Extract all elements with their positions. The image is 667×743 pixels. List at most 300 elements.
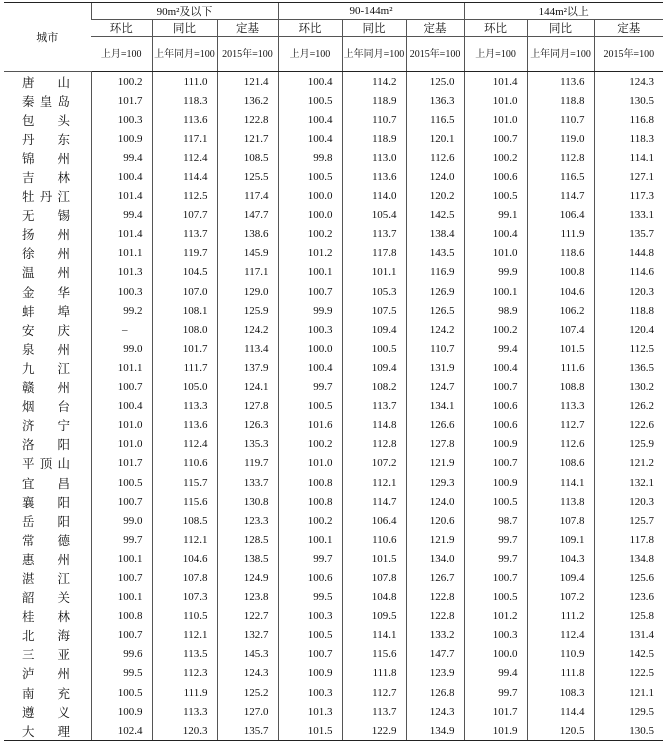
index-value: 127.8 (217, 397, 278, 416)
index-value: 124.2 (406, 320, 464, 339)
index-value: 99.7 (464, 549, 527, 568)
index-value: 100.8 (278, 473, 342, 492)
mom-header: 环比 (278, 20, 342, 37)
index-value: 118.8 (527, 91, 594, 110)
index-value: 104.3 (527, 549, 594, 568)
index-value: 120.6 (406, 511, 464, 530)
index-value: 100.5 (278, 167, 342, 186)
base-2015: 2015年=100 (594, 37, 663, 72)
index-value: 114.4 (152, 167, 217, 186)
index-value: 126.3 (217, 416, 278, 435)
index-value: 122.7 (217, 607, 278, 626)
index-value: 99.7 (464, 530, 527, 549)
table-row (4, 435, 663, 454)
city-name (4, 225, 91, 244)
index-value: 100.1 (91, 588, 152, 607)
index-value: 122.5 (594, 664, 663, 683)
city-name (4, 148, 91, 167)
index-value: 107.4 (527, 320, 594, 339)
index-value: 120.4 (594, 320, 663, 339)
index-value: 101.4 (464, 72, 527, 92)
city-name (4, 549, 91, 568)
city-name-text: 蚌埠 (22, 304, 70, 319)
index-value: 113.6 (527, 72, 594, 92)
city-name (4, 721, 91, 741)
index-value: 126.8 (406, 683, 464, 702)
index-value: 100.1 (278, 263, 342, 282)
index-value: 120.2 (406, 187, 464, 206)
index-value: 112.7 (342, 683, 406, 702)
city-name (4, 607, 91, 626)
city-name (4, 320, 91, 339)
table-row (4, 301, 663, 320)
index-value: 99.1 (464, 206, 527, 225)
index-value: 100.2 (464, 148, 527, 167)
index-value: 99.5 (278, 588, 342, 607)
price-index-table-wrapper (4, 2, 663, 741)
table-row (4, 568, 663, 587)
base-last-month: 上月=100 (278, 37, 342, 72)
index-value: 114.1 (594, 148, 663, 167)
index-value: 108.3 (527, 683, 594, 702)
index-value: 124.0 (406, 167, 464, 186)
table-body (4, 72, 663, 741)
index-value: 121.4 (217, 72, 278, 92)
index-value: 125.9 (594, 435, 663, 454)
table-row (4, 607, 663, 626)
index-value: 100.2 (278, 435, 342, 454)
city-name (4, 129, 91, 148)
index-value: 118.3 (594, 129, 663, 148)
index-value: 124.2 (217, 320, 278, 339)
city-name (4, 416, 91, 435)
index-value: 109.4 (342, 358, 406, 377)
base-header-row (4, 37, 663, 72)
index-value: 114.7 (342, 492, 406, 511)
index-value: 105.4 (342, 206, 406, 225)
group-header-medium: 90-144m² (278, 3, 464, 20)
index-value: 100.6 (464, 416, 527, 435)
index-value: 127.0 (217, 702, 278, 721)
table-row (4, 263, 663, 282)
city-name (4, 568, 91, 587)
index-value: – (91, 320, 152, 339)
city-name-text: 无锡 (22, 209, 70, 224)
index-value: 100.7 (91, 568, 152, 587)
index-value: 107.8 (152, 568, 217, 587)
index-value: 108.2 (342, 378, 406, 397)
index-value: 104.5 (152, 263, 217, 282)
index-value: 100.3 (464, 626, 527, 645)
table-header (4, 3, 663, 72)
city-name-text: 襄阳 (22, 495, 70, 510)
city-name (4, 397, 91, 416)
index-value: 113.5 (152, 645, 217, 664)
city-name-text: 桂林 (22, 610, 70, 625)
index-value: 113.8 (527, 492, 594, 511)
index-value: 112.1 (342, 473, 406, 492)
index-value: 122.6 (594, 416, 663, 435)
index-value: 113.6 (342, 167, 406, 186)
index-value: 101.2 (278, 244, 342, 263)
index-value: 118.6 (527, 244, 594, 263)
index-value: 100.5 (464, 187, 527, 206)
city-name (4, 664, 91, 683)
index-value: 109.5 (342, 607, 406, 626)
index-value: 100.7 (464, 568, 527, 587)
city-name-text: 南充 (22, 686, 70, 701)
city-name-text: 徐州 (22, 247, 70, 262)
city-name (4, 683, 91, 702)
city-name (4, 282, 91, 301)
index-value: 101.1 (342, 263, 406, 282)
index-value: 105.0 (152, 378, 217, 397)
city-name-text: 唐山 (22, 75, 70, 90)
index-value: 100.5 (91, 683, 152, 702)
yoy-header: 同比 (527, 20, 594, 37)
city-name (4, 358, 91, 377)
index-value: 101.7 (464, 702, 527, 721)
index-value: 100.7 (91, 378, 152, 397)
base-last-month: 上月=100 (464, 37, 527, 72)
index-value: 113.7 (342, 702, 406, 721)
index-value: 135.7 (217, 721, 278, 741)
table-row (4, 588, 663, 607)
index-value: 117.1 (152, 129, 217, 148)
index-value: 107.0 (152, 282, 217, 301)
index-value: 99.9 (278, 301, 342, 320)
index-value: 134.0 (406, 549, 464, 568)
index-value: 100.4 (278, 129, 342, 148)
index-value: 107.3 (152, 588, 217, 607)
index-value: 100.7 (464, 129, 527, 148)
index-value: 121.7 (217, 129, 278, 148)
index-value: 136.3 (406, 91, 464, 110)
base-2015: 2015年=100 (217, 37, 278, 72)
table-row (4, 416, 663, 435)
index-value: 112.1 (152, 530, 217, 549)
table-row (4, 72, 663, 92)
index-value: 130.5 (594, 91, 663, 110)
index-value: 120.1 (406, 129, 464, 148)
index-value: 101.0 (91, 435, 152, 454)
city-name-text: 洛阳 (22, 438, 70, 453)
index-value: 125.9 (217, 301, 278, 320)
index-value: 111.6 (527, 358, 594, 377)
index-value: 112.7 (527, 416, 594, 435)
index-value: 111.9 (527, 225, 594, 244)
index-value: 120.3 (594, 282, 663, 301)
index-value: 100.6 (464, 397, 527, 416)
index-value: 113.3 (152, 702, 217, 721)
index-value: 100.7 (464, 378, 527, 397)
index-value: 100.8 (91, 607, 152, 626)
index-value: 112.8 (342, 435, 406, 454)
city-name-text: 常德 (22, 533, 70, 548)
index-value: 101.1 (91, 244, 152, 263)
city-name-text: 惠州 (22, 552, 70, 567)
index-value: 112.4 (152, 435, 217, 454)
index-value: 109.4 (342, 320, 406, 339)
index-value: 111.9 (152, 683, 217, 702)
city-name-text: 扬州 (22, 228, 70, 243)
index-value: 131.9 (406, 358, 464, 377)
index-value: 100.0 (278, 339, 342, 358)
index-value: 137.9 (217, 358, 278, 377)
index-value: 138.6 (217, 225, 278, 244)
index-value: 125.5 (217, 167, 278, 186)
index-value: 100.7 (278, 282, 342, 301)
city-name-text: 金华 (22, 285, 70, 300)
index-value: 99.4 (91, 148, 152, 167)
index-value: 113.6 (152, 110, 217, 129)
index-value: 100.5 (278, 91, 342, 110)
index-value: 100.7 (278, 645, 342, 664)
index-value: 100.5 (342, 339, 406, 358)
city-name-text: 济宁 (22, 419, 70, 434)
base-same-month-last-year: 上年同月=100 (152, 37, 217, 72)
fixed-base-header: 定基 (594, 20, 663, 37)
index-value: 100.2 (278, 225, 342, 244)
index-value: 101.1 (91, 358, 152, 377)
index-value: 116.5 (406, 110, 464, 129)
index-value: 100.9 (464, 435, 527, 454)
index-value: 112.1 (152, 626, 217, 645)
index-value: 113.3 (152, 397, 217, 416)
index-value: 108.6 (527, 454, 594, 473)
table-row (4, 167, 663, 186)
index-value: 101.6 (278, 416, 342, 435)
index-value: 125.6 (594, 568, 663, 587)
index-value: 135.3 (217, 435, 278, 454)
city-name (4, 435, 91, 454)
index-value: 101.7 (91, 454, 152, 473)
city-name (4, 110, 91, 129)
city-name (4, 263, 91, 282)
city-name-text: 温州 (22, 266, 70, 281)
index-value: 120.3 (594, 492, 663, 511)
city-name-text: 烟台 (22, 400, 70, 415)
index-value: 100.0 (464, 645, 527, 664)
index-value: 121.1 (594, 683, 663, 702)
index-value: 122.8 (406, 588, 464, 607)
index-value: 112.5 (594, 339, 663, 358)
index-value: 99.5 (91, 664, 152, 683)
index-value: 100.9 (278, 664, 342, 683)
index-value: 123.8 (217, 588, 278, 607)
index-value: 99.7 (91, 530, 152, 549)
index-value: 107.2 (342, 454, 406, 473)
city-name-text: 赣州 (22, 381, 70, 396)
index-value: 118.9 (342, 91, 406, 110)
table-row (4, 225, 663, 244)
city-column-header: 城市 (4, 3, 91, 72)
index-value: 142.5 (406, 206, 464, 225)
index-value: 130.5 (594, 721, 663, 741)
table-row (4, 187, 663, 206)
index-value: 107.8 (342, 568, 406, 587)
index-value: 127.8 (406, 435, 464, 454)
index-value: 100.5 (464, 492, 527, 511)
yoy-header: 同比 (152, 20, 217, 37)
index-value: 121.2 (594, 454, 663, 473)
index-value: 100.6 (278, 568, 342, 587)
city-name (4, 473, 91, 492)
city-name-text: 包头 (22, 113, 70, 128)
index-value: 101.9 (464, 721, 527, 741)
index-value: 133.1 (594, 206, 663, 225)
index-value: 101.7 (91, 91, 152, 110)
index-value: 113.7 (342, 397, 406, 416)
index-value: 131.4 (594, 626, 663, 645)
index-value: 100.4 (464, 358, 527, 377)
index-value: 98.7 (464, 511, 527, 530)
index-value: 105.3 (342, 282, 406, 301)
index-value: 112.6 (406, 148, 464, 167)
index-value: 121.9 (406, 454, 464, 473)
index-value: 99.4 (91, 206, 152, 225)
index-value: 112.3 (152, 664, 217, 683)
group-header-small: 90m²及以下 (91, 3, 278, 20)
city-name (4, 187, 91, 206)
index-value: 112.4 (152, 148, 217, 167)
index-value: 100.1 (91, 549, 152, 568)
city-name-text: 牡丹江 (22, 190, 70, 205)
index-value: 113.7 (342, 225, 406, 244)
index-value: 114.7 (527, 187, 594, 206)
city-name-text: 北海 (22, 629, 70, 644)
index-value: 108.1 (152, 301, 217, 320)
index-value: 130.8 (217, 492, 278, 511)
index-value: 100.1 (278, 530, 342, 549)
index-value: 100.2 (464, 320, 527, 339)
index-value: 117.8 (342, 244, 406, 263)
index-value: 144.8 (594, 244, 663, 263)
index-value: 124.0 (406, 492, 464, 511)
table-row (4, 397, 663, 416)
index-value: 101.2 (464, 607, 527, 626)
index-value: 112.5 (152, 187, 217, 206)
index-value: 100.3 (278, 683, 342, 702)
index-value: 101.0 (91, 416, 152, 435)
index-value: 113.3 (527, 397, 594, 416)
index-value: 100.4 (278, 110, 342, 129)
index-value: 122.8 (406, 607, 464, 626)
mom-header: 环比 (464, 20, 527, 37)
index-value: 100.2 (278, 511, 342, 530)
housing-price-index-table (4, 2, 663, 741)
city-name-text: 宜昌 (22, 476, 70, 491)
index-value: 106.4 (527, 206, 594, 225)
index-value: 104.8 (342, 588, 406, 607)
index-value: 117.4 (217, 187, 278, 206)
index-value: 112.8 (527, 148, 594, 167)
city-name (4, 588, 91, 607)
index-value: 123.6 (594, 588, 663, 607)
city-name-text: 岳阳 (22, 514, 70, 529)
index-value: 100.3 (91, 110, 152, 129)
index-value: 110.9 (527, 645, 594, 664)
index-value: 100.6 (464, 167, 527, 186)
index-value: 108.5 (152, 511, 217, 530)
index-value: 115.6 (152, 492, 217, 511)
index-value: 110.7 (406, 339, 464, 358)
index-value: 123.3 (217, 511, 278, 530)
index-value: 110.5 (152, 607, 217, 626)
index-value: 100.5 (464, 588, 527, 607)
index-value: 99.7 (278, 549, 342, 568)
index-value: 102.4 (91, 721, 152, 741)
city-name (4, 339, 91, 358)
table-row (4, 148, 663, 167)
city-name-text: 安庆 (22, 323, 70, 338)
index-value: 124.7 (406, 378, 464, 397)
index-value: 116.5 (527, 167, 594, 186)
index-value: 99.4 (464, 664, 527, 683)
index-value: 117.3 (594, 187, 663, 206)
city-name (4, 378, 91, 397)
index-value: 100.0 (278, 206, 342, 225)
index-value: 118.8 (594, 301, 663, 320)
table-row (4, 664, 663, 683)
table-row (4, 702, 663, 721)
city-name-text: 泸州 (22, 667, 70, 682)
index-value: 147.7 (406, 645, 464, 664)
index-value: 100.4 (91, 397, 152, 416)
city-name (4, 244, 91, 263)
index-value: 99.2 (91, 301, 152, 320)
index-value: 101.0 (278, 454, 342, 473)
index-value: 111.8 (527, 664, 594, 683)
index-value: 104.6 (152, 549, 217, 568)
index-value: 108.8 (527, 378, 594, 397)
index-value: 114.1 (527, 473, 594, 492)
index-value: 136.2 (217, 91, 278, 110)
table-row (4, 339, 663, 358)
city-name (4, 702, 91, 721)
index-value: 118.3 (152, 91, 217, 110)
index-value: 109.4 (527, 568, 594, 587)
table-row (4, 244, 663, 263)
index-value: 125.7 (594, 511, 663, 530)
index-value: 133.2 (406, 626, 464, 645)
index-value: 100.4 (278, 358, 342, 377)
group-header-large: 144m²以上 (464, 3, 663, 20)
base-same-month-last-year: 上年同月=100 (342, 37, 406, 72)
index-value: 116.9 (406, 263, 464, 282)
index-value: 100.4 (278, 72, 342, 92)
index-value: 111.8 (342, 664, 406, 683)
index-value: 106.2 (527, 301, 594, 320)
index-value: 106.4 (342, 511, 406, 530)
sub-header-row (4, 20, 663, 37)
index-value: 120.3 (152, 721, 217, 741)
index-value: 100.4 (91, 167, 152, 186)
index-value: 118.9 (342, 129, 406, 148)
index-value: 101.4 (91, 187, 152, 206)
city-name (4, 72, 91, 92)
fixed-base-header: 定基 (217, 20, 278, 37)
index-value: 101.3 (278, 702, 342, 721)
index-value: 110.6 (152, 454, 217, 473)
city-name (4, 645, 91, 664)
yoy-header: 同比 (342, 20, 406, 37)
table-row (4, 492, 663, 511)
index-value: 119.7 (152, 244, 217, 263)
index-value: 100.1 (464, 282, 527, 301)
table-row (4, 358, 663, 377)
table-row (4, 129, 663, 148)
